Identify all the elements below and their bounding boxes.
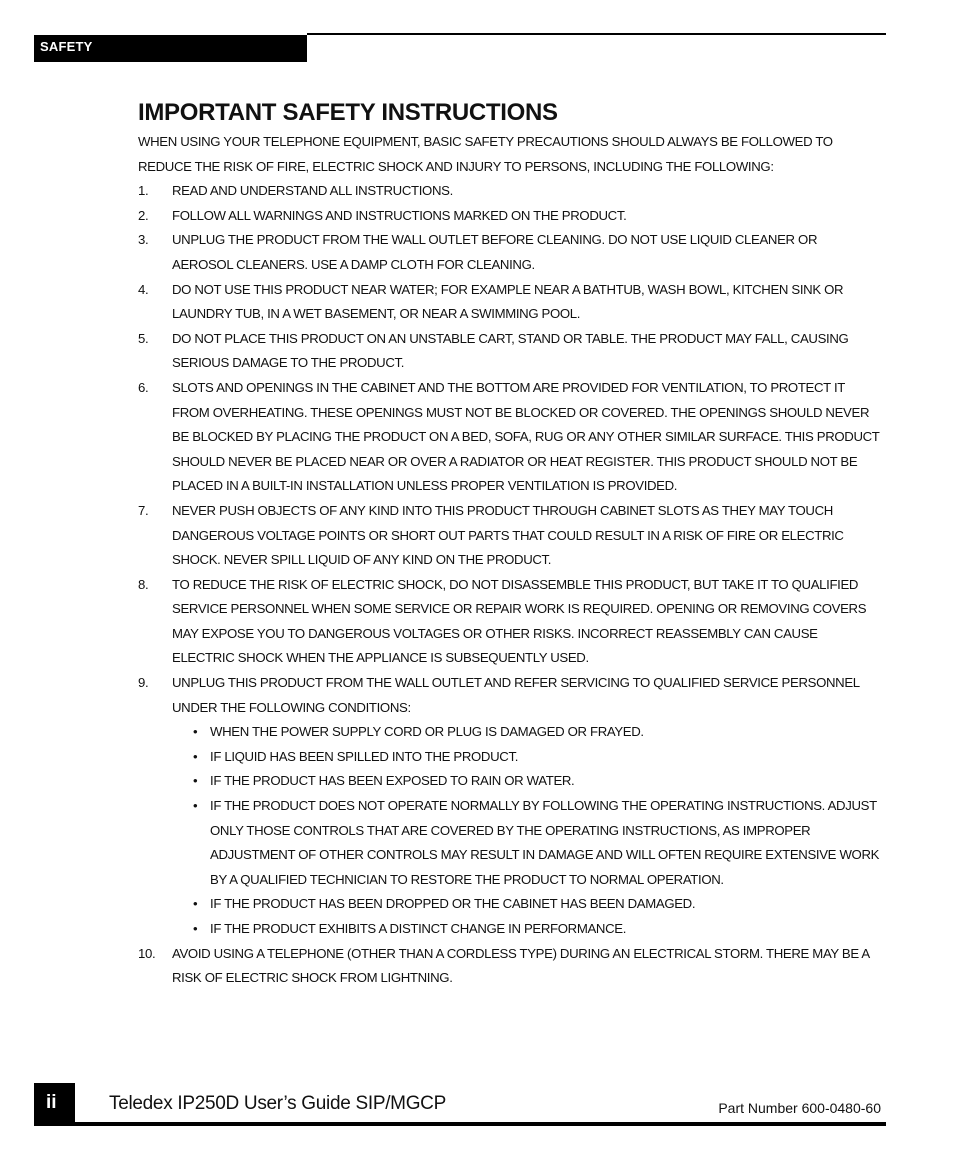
item-text: UNPLUG THIS PRODUCT FROM THE WALL OUTLET AND REFER SERVICING TO QUALIFIED SERVICE PERSONNEL UNDER THE FOLLOWING CONDITIONS: (172, 675, 860, 715)
condition-text: IF THE PRODUCT HAS BEEN EXPOSED TO RAIN OR WATER. (210, 773, 575, 789)
bullet-icon: • (193, 896, 198, 912)
item-text: DO NOT PLACE THIS PRODUCT ON AN UNSTABLE CART, STAND OR TABLE. THE PRODUCT MAY FALL, CAUSING SERIOUS DAMAGE TO THE PRODUCT. (172, 330, 849, 371)
list-item (138, 278, 880, 327)
list-item (138, 179, 880, 204)
list-item (138, 228, 880, 277)
condition-item (172, 794, 880, 892)
list-item (138, 327, 880, 376)
bullet-icon: • (193, 748, 198, 764)
list-item (138, 204, 880, 229)
instructions-list (138, 179, 880, 991)
bullet-icon: • (193, 773, 198, 789)
item-text: AVOID USING A TELEPHONE (OTHER THAN A CORDLESS TYPE) DURING AN ELECTRICAL STORM. THERE MAY BE A RISK OF ELECTRIC SHOCK FROM LIGHTNING. (172, 945, 870, 986)
instructions-body (138, 130, 880, 991)
condition-text: IF LIQUID HAS BEEN SPILLED INTO THE PRODUCT. (210, 748, 519, 764)
list-item (138, 499, 880, 573)
page-number-box (34, 1083, 75, 1123)
condition-text: IF THE PRODUCT EXHIBITS A DISTINCT CHANGE IN PERFORMANCE. (210, 921, 627, 936)
condition-item (172, 917, 880, 942)
item-number: 1. (138, 183, 149, 199)
header-rule (307, 33, 886, 35)
item-text: SLOTS AND OPENINGS IN THE CABINET AND THE BOTTOM ARE PROVIDED FOR VENTILATION, TO PROTECT IT FROM OVERHEATING. THESE OPENINGS MUST NOT BE BLOCKED OR COVERED. THE OPENINGS SHOULD NEVER BE BLOCKED BY PLACING THE PRODUCT ON A BED, SOFA, RUG OR ANY OTHER SIMILAR SURFACE. THIS PRODUCT SHOULD NEVER BE PLACED NEAR OR OVER A RADIATOR OR HEAT REGISTER. THIS PRODUCT SHOULD NOT BE PLACED IN A BUILT-IN INSTALLATION UNLESS PROPER VENTILATION IS PROVIDED. (172, 379, 880, 494)
item-number: 5. (138, 330, 149, 346)
item-text: UNPLUG THE PRODUCT FROM THE WALL OUTLET BEFORE CLEANING. DO NOT USE LIQUID CLEANER OR AEROSOL CLEANERS. USE A DAMP CLOTH FOR CLEANING. (172, 232, 818, 272)
item-text: READ AND UNDERSTAND ALL INSTRUCTIONS. (172, 183, 453, 199)
item-number: 9. (138, 675, 149, 691)
page-number: ii (46, 1092, 57, 1113)
list-item (138, 671, 880, 942)
condition-text: IF THE PRODUCT DOES NOT OPERATE NORMALLY BY FOLLOWING THE OPERATING INSTRUCTIONS. ADJUST ONLY THOSE CONTROLS THAT ARE COVERED BY THE OPERATING INSTRUCTIONS, AS IMPROPER ADJUSTMENT OF OTHER CONTROLS MAY RESULT IN DAMAGE AND WILL OFTEN REQUIRE EXTENSIVE WORK BY A QUALIFIED TECHNICIAN TO RESTORE THE PRODUCT TO NORMAL OPERATION. (210, 798, 880, 887)
condition-item (172, 769, 880, 794)
condition-item (172, 720, 880, 745)
condition-text: WHEN THE POWER SUPPLY CORD OR PLUG IS DAMAGED OR FRAYED. (210, 724, 644, 740)
condition-text: IF THE PRODUCT HAS BEEN DROPPED OR THE CABINET HAS BEEN DAMAGED. (210, 896, 696, 912)
condition-item (172, 892, 880, 917)
footer-rule (34, 1122, 886, 1126)
item-number: 3. (138, 232, 149, 248)
section-header-bar (34, 35, 307, 62)
page-title: IMPORTANT SAFETY INSTRUCTIONS (138, 99, 558, 126)
list-item (138, 376, 880, 499)
part-number: Part Number 600-0480-60 (718, 1100, 881, 1116)
item-number: 2. (138, 207, 149, 223)
item-number: 4. (138, 281, 149, 297)
item-text: NEVER PUSH OBJECTS OF ANY KIND INTO THIS PRODUCT THROUGH CABINET SLOTS AS THEY MAY TOUCH DANGEROUS VOLTAGE POINTS OR SHORT OUT PARTS THAT COULD RESULT IN A RISK OF FIRE OR ELECTRIC SHOCK. NEVER SPILL LIQUID OF ANY KIND ON THE PRODUCT. (172, 502, 844, 568)
item-text: FOLLOW ALL WARNINGS AND INSTRUCTIONS MARKED ON THE PRODUCT. (172, 207, 627, 223)
item-text: TO REDUCE THE RISK OF ELECTRIC SHOCK, DO NOT DISASSEMBLE THIS PRODUCT, BUT TAKE IT TO QUALIFIED SERVICE PERSONNEL WHEN SOME SERVICE OR REPAIR WORK IS REQUIRED. OPENING OR REMOVING COVERS MAY EXPOSE YOU TO DANGEROUS VOLTAGES OR OTHER RISKS. INCORRECT REASSEMBLY CAN CAUSE ELECTRIC SHOCK WHEN THE APPLIANCE IS SUBSEQUENTLY USED. (172, 576, 867, 666)
list-item (138, 942, 880, 991)
item-text: DO NOT USE THIS PRODUCT NEAR WATER; FOR EXAMPLE NEAR A BATHTUB, WASH BOWL, KITCHEN SINK OR LAUNDRY TUB, IN A WET BASEMENT, OR NEAR A SWIMMING POOL. (172, 281, 844, 322)
document-title: Teledex IP250D User’s Guide SIP/MGCP (109, 1093, 446, 1114)
section-label: SAFETY (40, 39, 93, 54)
bullet-icon: • (193, 921, 198, 936)
item-number: 10. (138, 945, 156, 961)
item-number: 6. (138, 379, 149, 395)
intro-paragraph: WHEN USING YOUR TELEPHONE EQUIPMENT, BASIC SAFETY PRECAUTIONS SHOULD ALWAYS BE FOLLOWED TO REDUCE THE RISK OF FIRE, ELECTRIC SHOCK AND INJURY TO PERSONS, INCLUDING THE FOLLOWING: (138, 134, 833, 174)
item-number: 8. (138, 576, 149, 592)
list-item (138, 573, 880, 671)
bullet-icon: • (193, 724, 198, 740)
conditions-list (172, 720, 880, 941)
bullet-icon: • (193, 798, 198, 814)
item-number: 7. (138, 502, 149, 518)
condition-item (172, 745, 880, 770)
